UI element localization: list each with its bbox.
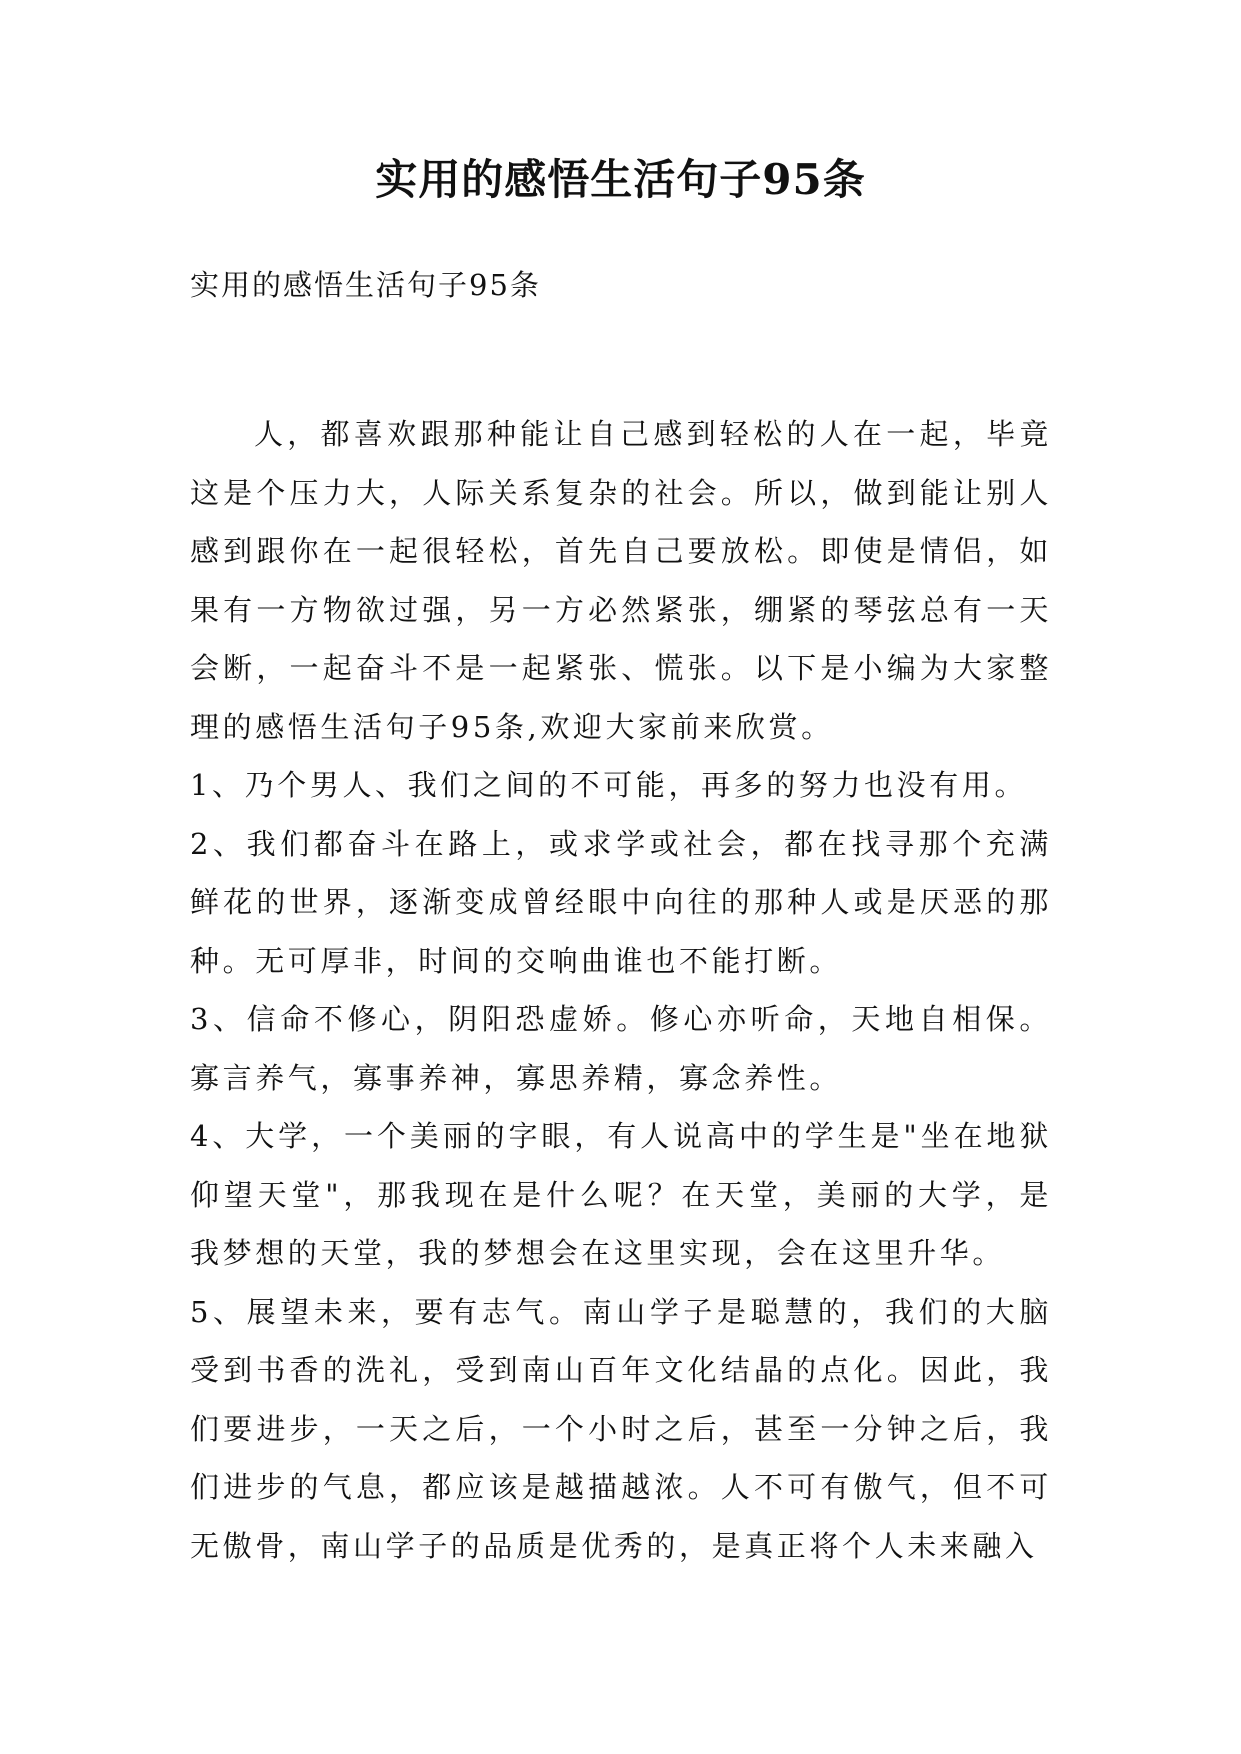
sentence-item-5: 5、展望未来，要有志气。南山学子是聪慧的，我们的大脑受到书香的洗礼，受到南山百年文化结晶的点化。因此，我们要进步，一天之后，一个小时之后，甚至一分钟之后，我们进步的气息，都应该是越描越浓。人不可有傲气，但不可无傲骨，南山学子的品质是优秀的，是真正将个人未来融入 [190,1294,1052,1563]
document-body [190,405,1052,1575]
document-title: 实用的感悟生活句子95条 [375,155,866,204]
sentence-item-1: 1、乃个男人、我们之间的不可能，再多的努力也没有用。 [190,768,1028,802]
document-subtitle: 实用的感悟生活句子95条 [190,268,541,302]
sentence-item-4: 4、大学，一个美丽的字眼，有人说高中的学生是"坐在地狱仰望天堂"，那我现在是什么呢？在天堂，美丽的大学，是我梦想的天堂，我的梦想会在这里实现，会在这里升华。 [190,1119,1052,1270]
sentence-item-2: 2、我们都奋斗在路上，或求学或社会，都在找寻那个充满鲜花的世界，逐渐变成曾经眼中向往的那种人或是厌恶的那种。无可厚非，时间的交响曲谁也不能打断。 [190,826,1052,978]
sentence-item-3: 3、信命不修心，阴阳恐虚娇。修心亦听命，天地自相保。寡言养气，寡事养神，寡思养精，寡念养性。 [190,1002,1052,1095]
intro-paragraph: 人，都喜欢跟那种能让自己感到轻松的人在一起，毕竟这是个压力大，人际关系复杂的社会。所以，做到能让别人感到跟你在一起很轻松，首先自己要放松。即使是情侣，如果有一方物欲过强，另一方必然紧张，绷紧的琴弦总有一天会断，一起奋斗不是一起紧张、慌张。以下是小编为大家整理的感悟生活句子95条,欢迎大家前来欣赏。 [190,417,1052,744]
